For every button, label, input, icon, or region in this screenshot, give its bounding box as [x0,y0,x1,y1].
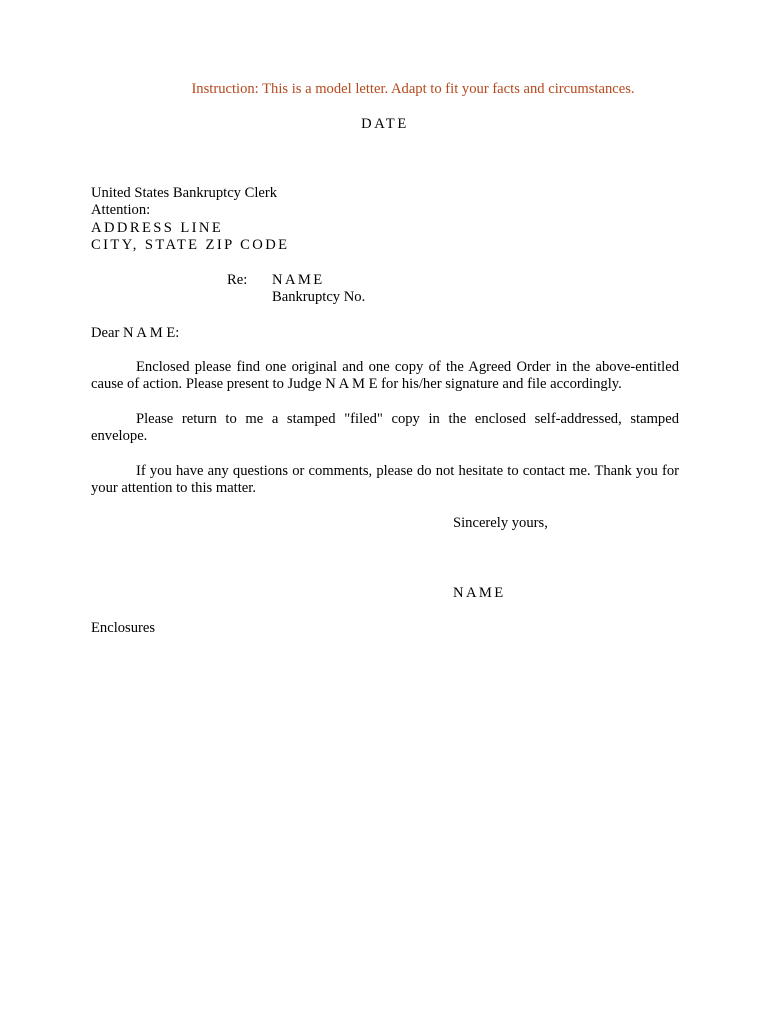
body-paragraph-2: Please return to me a stamped "filed" copy in the enclosed self-addressed, stamped envelope. [91,411,679,445]
address-line: ADDRESS LINE [91,219,224,236]
re-case-number: Bankruptcy No. [272,289,366,306]
body-paragraph-1: Enclosed please find one original and one copy of the Agreed Order in the above-entitled cause of action. Please present to Judge N A M E for his/her signature and file accordingly. [91,359,679,393]
re-block [272,272,365,307]
salutation: Dear N A M E: [91,325,180,341]
closing: Sincerely yours, [453,515,548,531]
address-city-state-zip: CITY, STATE ZIP CODE [91,237,290,254]
re-label: Re: [227,272,248,288]
recipient-address [91,185,289,255]
signer-name: NAME [453,585,506,601]
address-recipient: United States Bankruptcy Clerk [91,185,278,201]
date-line: DATE [361,116,409,132]
instruction-note: Instruction: This is a model letter. Adapt to fit your facts and circumstances. [191,81,635,97]
body-paragraph-3: If you have any questions or comments, please do not hesitate to contact me. Thank you for your attention to this matter. [91,463,679,497]
enclosures-note: Enclosures [91,620,156,636]
re-name: NAME [272,272,325,288]
address-attention: Attention: [91,202,151,219]
